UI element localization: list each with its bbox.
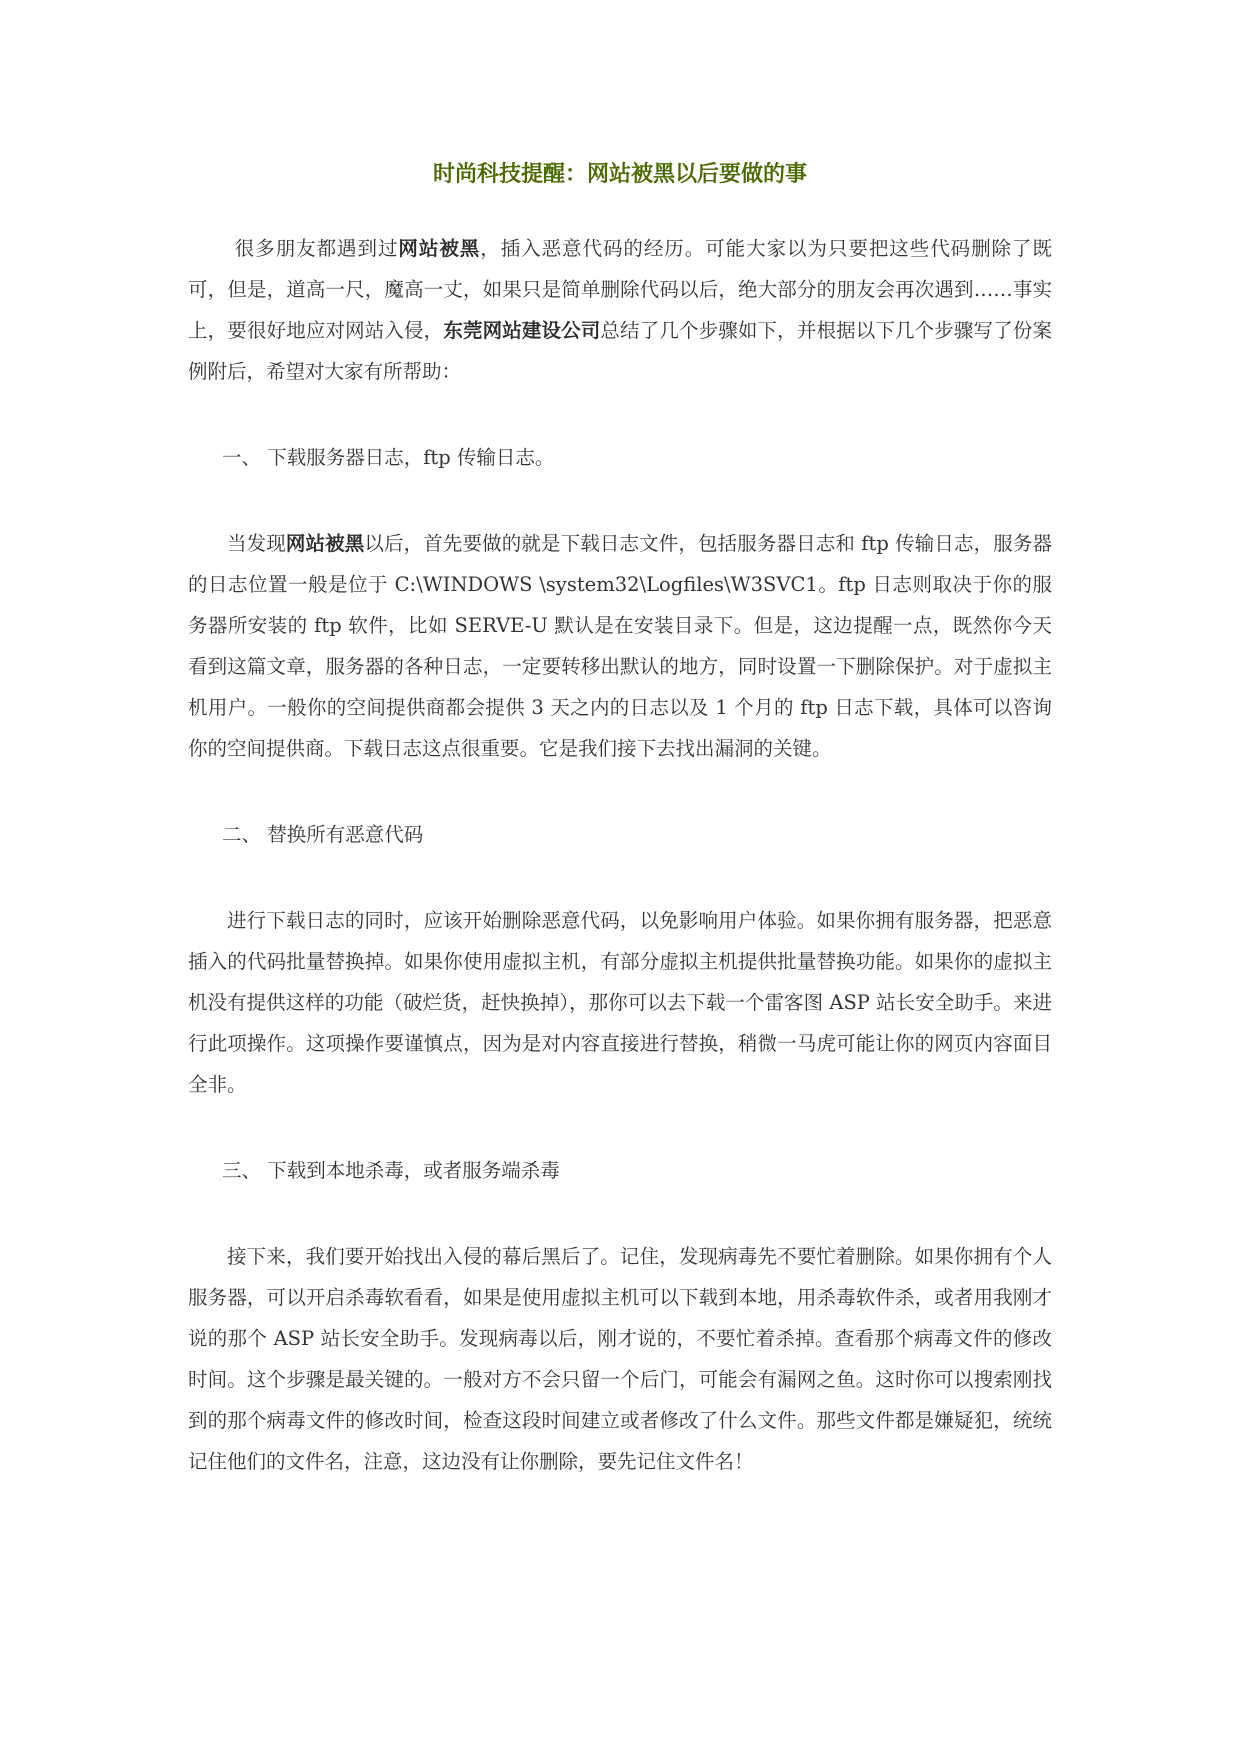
step1-heading: 一、 下载服务器日志，ftp 传输日志。	[222, 446, 555, 469]
step2-paragraph: 进行下载日志的同时，应该开始删除恶意代码，以免影响用户体验。如果你拥有服务器，把恶意插入的代码批量替换掉。如果你使用虚拟主机，有部分虚拟主机提供批量替换功能。如果你的虚拟主机没有提供这样的功能（破烂货，赶快换掉），那你可以去下载一个雷客图 ASP 站长安全助手。来进行此项操作。这项操作要谨慎点，因为是对内容直接进行替换，稍微一马虎可能让你的网页内容面目全非。	[188, 909, 1052, 1096]
step2-heading: 二、 替换所有恶意代码	[222, 823, 424, 846]
keyword-website-hacked: 网站被黑	[398, 237, 481, 260]
intro-paragraph	[188, 228, 1052, 392]
step3-heading: 三、 下载到本地杀毒，或者服务端杀毒	[222, 1159, 560, 1182]
document-page	[188, 158, 1052, 1527]
step1-keyword: 网站被黑	[285, 532, 365, 555]
step1-text-2: 以后，首先要做的就是下载日志文件，包括服务器日志和 ftp 传输日志，服务器的日志位置一般是位于 C:\WINDOWS \system32\Logfiles\W3SVC1。ftp 日志则取决于你的服务器所安装的 ftp 软件，比如 SERVE-U 默认是在安装目录下。但是，这边提醒一点，既然你今天看到这篇文章，服务器的各种日志，一定要转移出默认的地方，同时设置一下删除保护。对于虚拟主机用户。一般你的空间提供商都会提供 3 天之内的日志以及 1 个月的 ftp 日志下载，具体可以咨询你的空间提供商。下载日志这点很重要。它是我们接下去找出漏洞的关键。	[188, 532, 1052, 760]
page-title: 时尚科技提醒：网站被黑以后要做的事	[432, 161, 807, 187]
intro-text-1: 很多朋友都遇到过	[234, 237, 399, 260]
step1-text-1: 当发现	[227, 532, 286, 555]
intro-text-3: 总结了几个步骤如下，并根据以下几个步骤写了份案例附后，希望对大家有所帮助：	[188, 319, 1052, 383]
keyword-company: 东莞网站建设公司	[443, 319, 601, 342]
step1-paragraph	[188, 523, 1052, 769]
step3-paragraph: 接下来，我们要开始找出入侵的幕后黑后了。记住，发现病毒先不要忙着删除。如果你拥有个人服务器，可以开启杀毒软看看，如果是使用虚拟主机可以下载到本地，用杀毒软件杀，或者用我刚才说的那个 ASP 站长安全助手。发现病毒以后，刚才说的，不要忙着杀掉。查看那个病毒文件的修改时间。这个步骤是最关键的。一般对方不会只留一个后门，可能会有漏网之鱼。这时你可以搜索刚找到的那个病毒文件的修改时间，检查这段时间建立或者修改了什么文件。那些文件都是嫌疑犯，统统记住他们的文件名，注意，这边没有让你删除，要先记住文件名！	[188, 1245, 1052, 1473]
intro-text-2: ，插入恶意代码的经历。可能大家以为只要把这些代码删除了既可，但是，道高一尺，魔高一丈，如果只是简单删除代码以后，绝大部分的朋友会再次遇到……事实上，要很好地应对网站入侵，	[188, 237, 1052, 342]
